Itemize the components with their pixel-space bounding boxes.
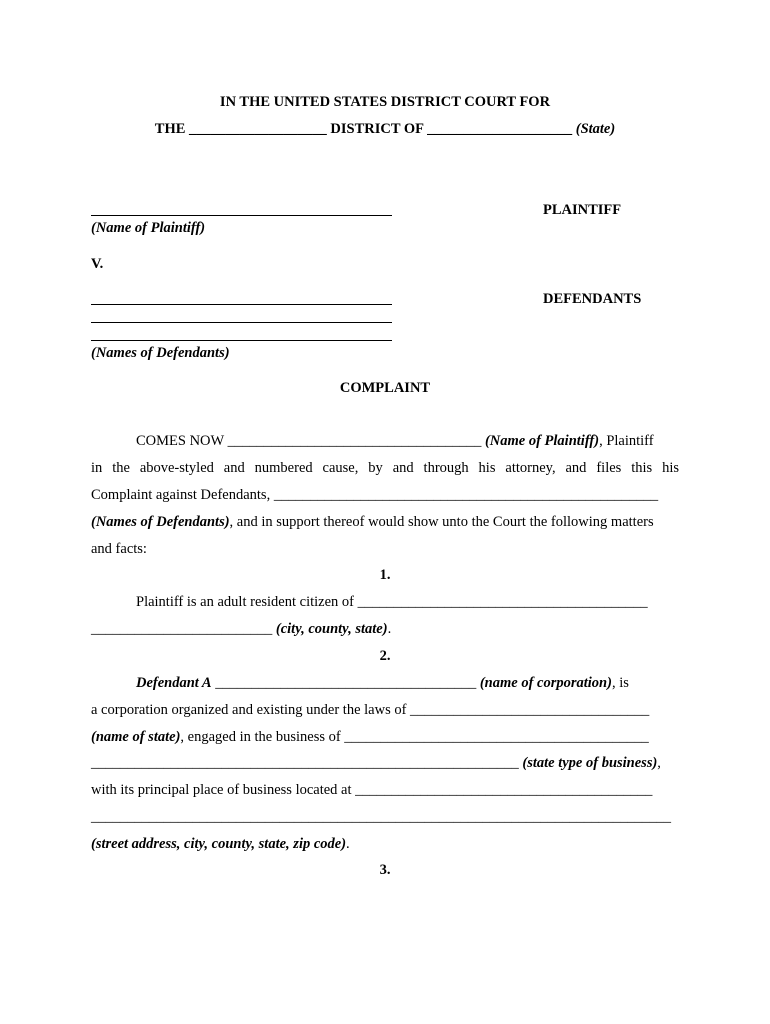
plaintiff-suffix: , Plaintiff (599, 433, 654, 449)
sec2-line-3 (91, 729, 649, 746)
sec2-line-1 (136, 675, 629, 692)
plaintiff-caption: (Name of Plaintiff) (91, 220, 206, 236)
business-blank: ___________________________________________________________ (91, 755, 519, 771)
intro-support-text: , and in support thereof would show unto the Court the following matters (229, 514, 654, 530)
intro-line-5: and facts: (91, 541, 147, 557)
document-title: COMPLAINT (339, 380, 431, 396)
is-text: , is (611, 675, 629, 691)
intro-line-4 (91, 514, 654, 531)
sec2-line-7 (91, 836, 350, 853)
comma: , (657, 755, 661, 771)
court-heading: IN THE UNITED STATES DISTRICT COURT FOR (219, 94, 551, 110)
corporation-blank: ____________________________________ (215, 675, 477, 691)
defendant-a-label: Defendant A (136, 675, 212, 691)
business-text: , engaged in the business of __________________________________________ (180, 729, 649, 745)
intro-line-2: in the above-styled and numbered cause, by and through his attorney, and files this his (91, 460, 679, 476)
sec2-line-4 (91, 755, 661, 772)
city-county-state-caption: (city, county, state) (275, 621, 388, 637)
defendant-name-line-2 (91, 322, 392, 323)
sec2-line-2: a corporation organized and existing under the laws of _________________________________ (91, 702, 650, 718)
section-1-number: 1. (379, 567, 391, 583)
defendants-caption: (Names of Defendants) (91, 345, 230, 361)
defendant-name-line-3 (91, 340, 392, 341)
sec1-line-1: Plaintiff is an adult resident citizen of ________________________________________ (136, 594, 648, 610)
intro-line-3: Complaint against Defendants, _____________________________________________________ (91, 487, 659, 503)
period: . (346, 836, 350, 852)
section-3-number: 3. (379, 862, 391, 878)
versus-label: V. (91, 256, 104, 272)
sec1-line-2 (91, 621, 391, 638)
section-2-number: 2. (379, 648, 391, 664)
plaintiff-name-caption: (Name of Plaintiff) (484, 433, 600, 449)
state-name-caption: (name of state) (91, 729, 181, 745)
defendants-label: DEFENDANTS (543, 291, 642, 307)
city-blank: _________________________ (91, 621, 273, 637)
plaintiff-name-line (91, 215, 392, 216)
defendants-name-caption: (Names of Defendants) (91, 514, 230, 530)
address-caption: (street address, city, county, state, zip code) (91, 836, 347, 852)
business-type-caption: (state type of business) (522, 755, 658, 771)
plaintiff-label: PLAINTIFF (543, 202, 622, 218)
comes-now-text: COMES NOW ___________________________________ (136, 433, 482, 449)
intro-line-1 (136, 433, 654, 450)
period: . (387, 621, 392, 637)
district-line (0, 121, 770, 138)
state-caption: (State) (575, 121, 616, 137)
corporation-caption: (name of corporation) (479, 675, 612, 691)
sec2-line-6: ________________________________________________________________________________ (91, 809, 671, 825)
sec2-line-5: with its principal place of business located at _________________________________________ (91, 782, 653, 798)
district-text: THE ___________________ DISTRICT OF ____________________ (154, 121, 573, 137)
defendant-name-line-1 (91, 304, 392, 305)
